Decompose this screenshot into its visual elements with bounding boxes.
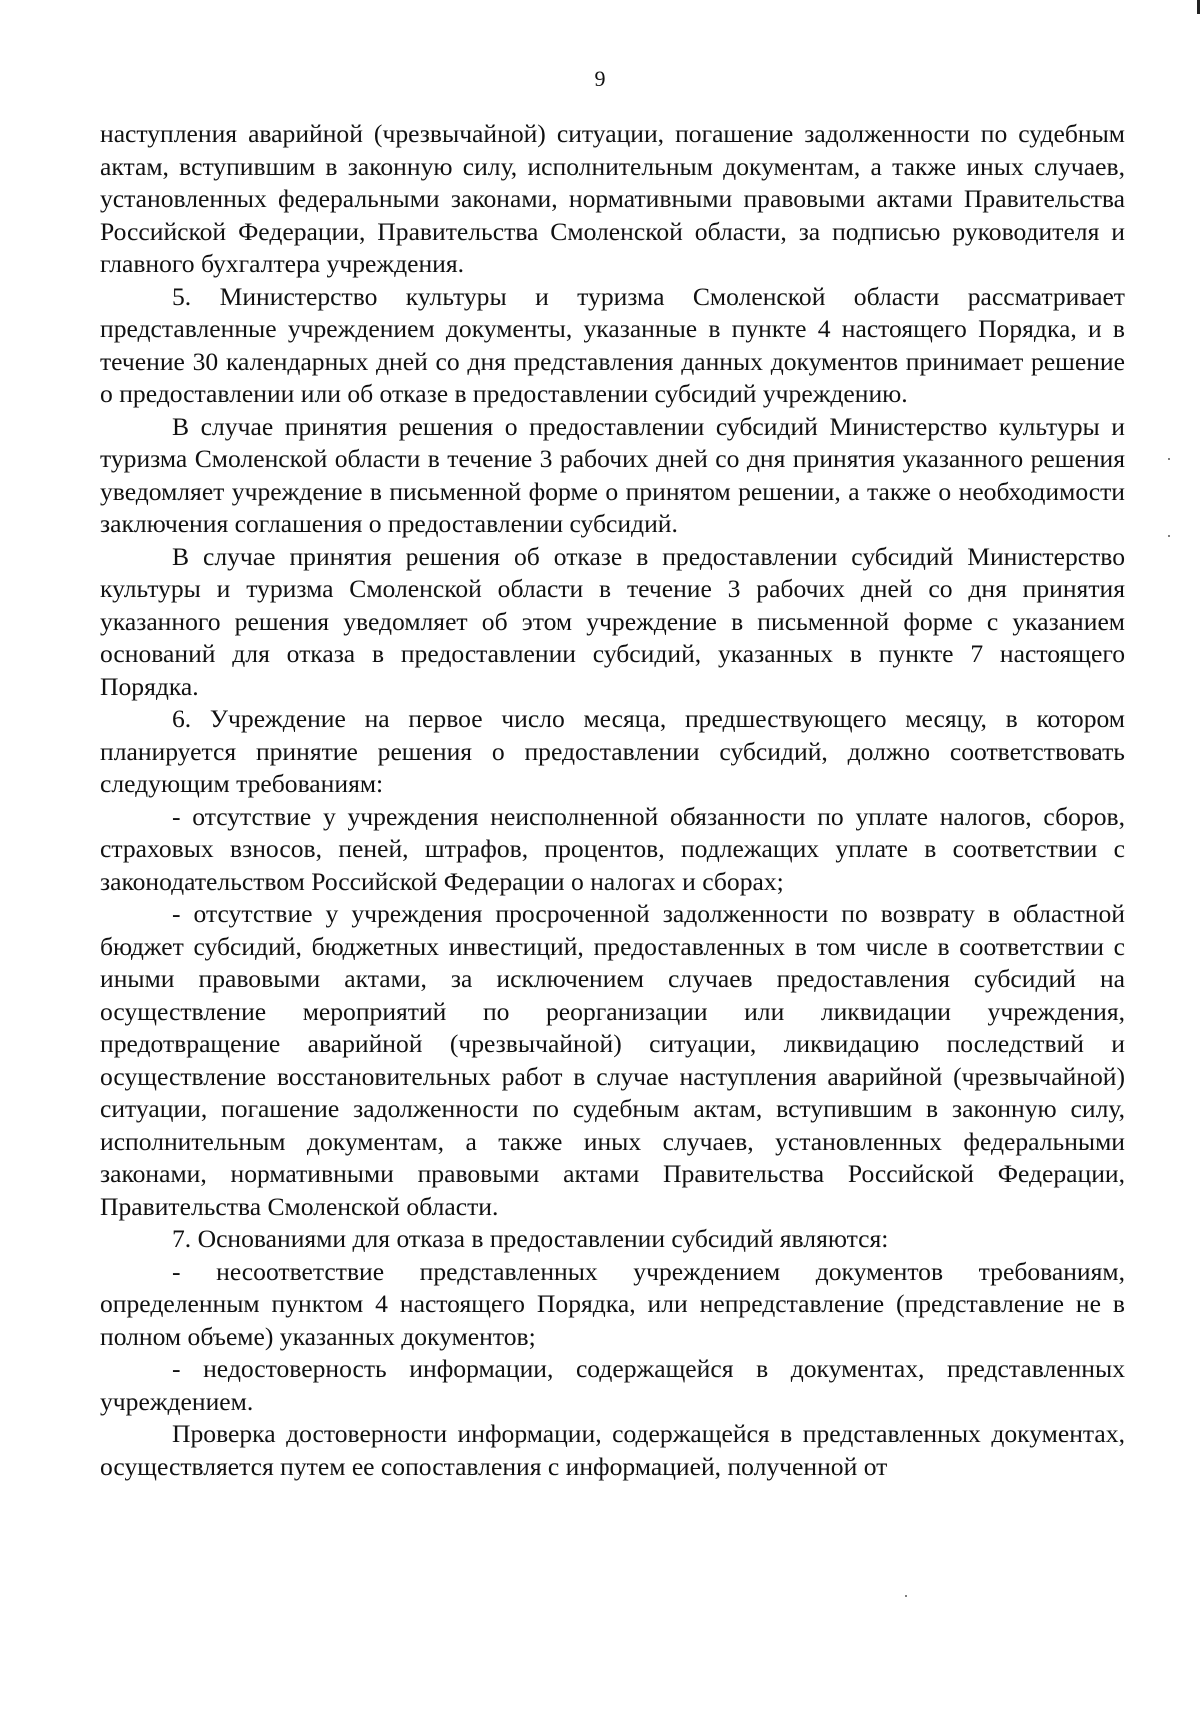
paragraph-refusal-notice: В случае принятия решения об отказе в предоставлении субсидий Министерство культуры и туризма Смоленской области в течение 3 рабочих дней со дня принятия указанного решения уведомляет об этом учреждение в письменной форме с указанием оснований для отказа в предоставлении субсидий, указанных в пункте 7 настоящего Порядка. — [100, 541, 1125, 701]
document-body — [100, 118, 1125, 1483]
paragraph-continuation: наступления аварийной (чрезвычайной) ситуации, погашение задолженности по судебным актам, вступившим в законную силу, исполнительным документам, а также иных случаев, установленных федеральными законами, нормативными правовыми актами Правительства Российской Федерации, Правительства Смоленской области, за подписью руководителя и главного бухгалтера учреждения. — [100, 119, 1125, 278]
scan-speck — [1168, 535, 1170, 537]
page-number: 9 — [594, 66, 606, 91]
requirement-no-overdue-debt: - отсутствие у учреждения просроченной задолженности по возврату в областной бюджет субсидий, бюджетных инвестиций, предоставленных в том числе в соответствии с иными правовыми актами, за исключением случаев предоставления субсидий на осуществление мероприятий по реорганизации или ликвидации учреждения, предотвращение аварийной (чрезвычайной) ситуации, ликвидацию последствий и осуществление восстановительных работ в случае наступления аварийной (чрезвычайной) ситуации, погашение задолженности по судебным актам, вступившим в законную силу, исполнительным документам, а также иных случаев, установленных федеральными законами, нормативными правовыми актами Правительства Российской Федерации, Правительства Смоленской области. — [100, 899, 1125, 1221]
scan-speck — [1168, 458, 1170, 460]
paragraph-item-5: 5. Министерство культуры и туризма Смоленской области рассматривает представленные учреждением документы, указанные в пункте 4 настоящего Порядка, и в течение 30 календарных дней со дня представления данных документов принимает решение о предоставлении или об отказе в предоставлении субсидий учреждению. — [100, 281, 1125, 408]
paragraph-item-7: 7. Основаниями для отказа в предоставлении субсидий являются: — [172, 1224, 889, 1253]
requirement-no-tax-debt: - отсутствие у учреждения неисполненной обязанности по уплате налогов, сборов, страховых взносов, пеней, штрафов, процентов, подлежащих уплате в соответствии с законодательством Российской Федерации о налогах и сборах; — [100, 801, 1125, 896]
refusal-ground-unreliable-info: - недостоверность информации, содержащейся в документах, представленных учреждением. — [100, 1354, 1125, 1416]
paragraph-item-6: 6. Учреждение на первое число месяца, предшествующего месяцу, в котором планируется принятие решения о предоставлении субсидий, должно соответствовать следующим требованиям: — [100, 704, 1125, 798]
scan-speck — [905, 1595, 907, 1597]
paragraph-verification: Проверка достоверности информации, содержащейся в представленных документах, осуществляется путем ее сопоставления с информацией, полученной от — [100, 1419, 1125, 1481]
refusal-ground-nonconformity: - несоответствие представленных учреждением документов требованиям, определенным пунктом 4 настоящего Порядка, или непредставление (представление не в полном объеме) указанных документов; — [100, 1256, 1125, 1351]
paragraph-approval-notice: В случае принятия решения о предоставлении субсидий Министерство культуры и туризма Смоленской области в течение 3 рабочих дней со дня принятия указанного решения уведомляет учреждение в письменной форме о принятом решении, а также о необходимости заключения соглашения о предоставлении субсидий. — [100, 411, 1125, 538]
